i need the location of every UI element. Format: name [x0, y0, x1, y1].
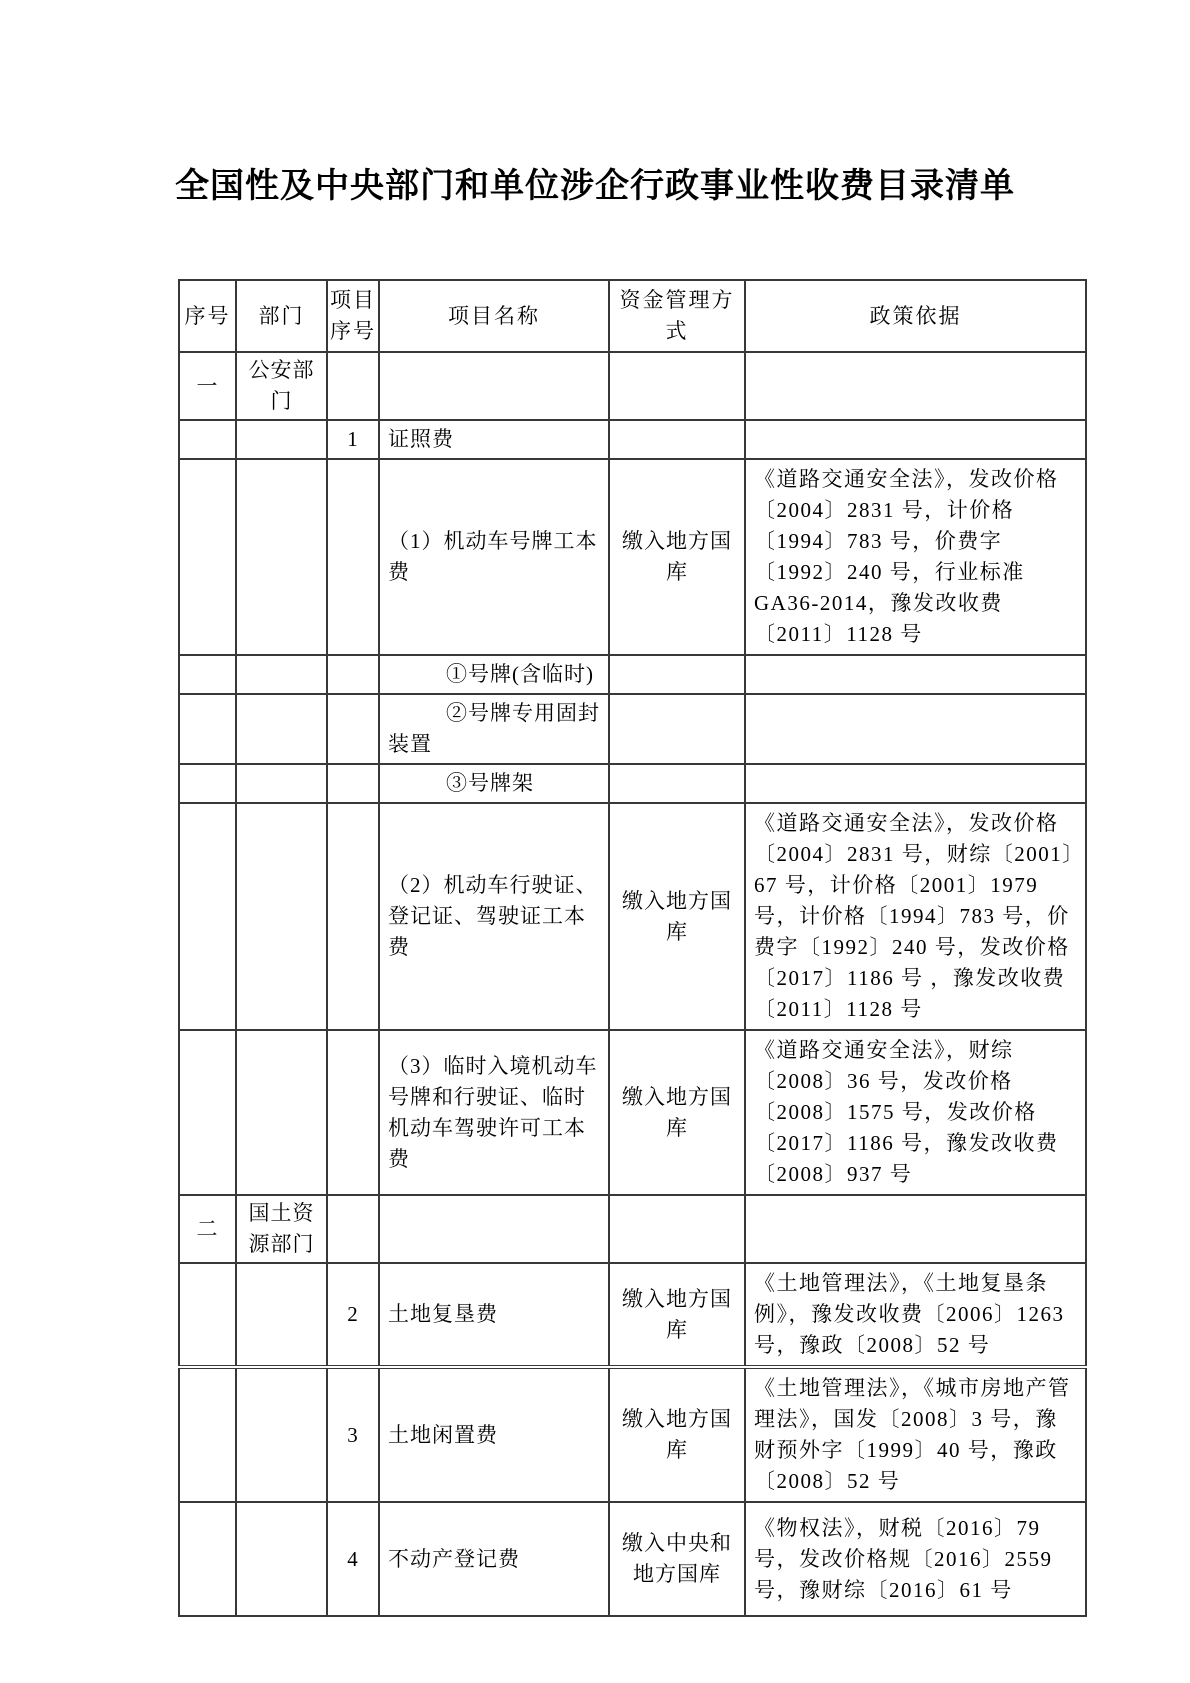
cell-item-serial	[327, 1195, 379, 1263]
table-row	[179, 459, 1086, 655]
cell-item-name: （1）机动车号牌工本费	[379, 459, 609, 655]
cell-fund-method: 缴入中央和地方国库	[609, 1502, 745, 1616]
cell-department	[236, 764, 327, 803]
cell-fund-method	[609, 694, 745, 764]
cell-department	[236, 459, 327, 655]
cell-fund-method: 缴入地方国库	[609, 1030, 745, 1195]
cell-policy-basis: 《土地管理法》，《土地复垦条例》，豫发改收费〔2006〕1263 号，豫政〔2008〕52 号	[745, 1263, 1086, 1367]
cell-serial	[179, 803, 236, 1030]
cell-item-name: ①号牌(含临时)	[379, 655, 609, 694]
cell-item-name: 不动产登记费	[379, 1502, 609, 1616]
cell-item-name: ②号牌专用固封装置	[379, 694, 609, 764]
cell-policy-basis	[745, 694, 1086, 764]
cell-serial	[179, 1502, 236, 1616]
cell-fund-method: 缴入地方国库	[609, 1263, 745, 1367]
cell-policy-basis	[745, 352, 1086, 420]
cell-department: 公安部门	[236, 352, 327, 420]
cell-item-serial	[327, 694, 379, 764]
header-row	[179, 280, 1086, 352]
cell-item-serial	[327, 352, 379, 420]
col-header-item-name: 项目名称	[379, 280, 609, 352]
cell-policy-basis: 《土地管理法》，《城市房地产管理法》，国发〔2008〕3 号，豫财预外字〔1999〕40 号，豫政〔2008〕52 号	[745, 1367, 1086, 1502]
cell-fund-method: 缴入地方国库	[609, 803, 745, 1030]
cell-serial	[179, 1263, 236, 1367]
cell-serial	[179, 764, 236, 803]
cell-item-serial	[327, 764, 379, 803]
cell-department	[236, 803, 327, 1030]
cell-department	[236, 694, 327, 764]
cell-department	[236, 420, 327, 459]
cell-fund-method	[609, 420, 745, 459]
table-row	[179, 1367, 1086, 1502]
cell-policy-basis	[745, 764, 1086, 803]
cell-policy-basis: 《道路交通安全法》，财综〔2008〕36 号，发改价格〔2008〕1575 号，发改价格〔2017〕1186 号，豫发改收费〔2008〕937 号	[745, 1030, 1086, 1195]
col-header-policy-basis: 政策依据	[745, 280, 1086, 352]
cell-item-name: （3）临时入境机动车号牌和行驶证、临时机动车驾驶许可工本费	[379, 1030, 609, 1195]
cell-fund-method: 缴入地方国库	[609, 459, 745, 655]
cell-fund-method	[609, 352, 745, 420]
cell-item-serial	[327, 1030, 379, 1195]
table-row	[179, 420, 1086, 459]
cell-fund-method	[609, 655, 745, 694]
cell-department	[236, 655, 327, 694]
cell-item-name	[379, 1195, 609, 1263]
table-row	[179, 803, 1086, 1030]
cell-serial	[179, 459, 236, 655]
table-row	[179, 764, 1086, 803]
cell-serial	[179, 1030, 236, 1195]
cell-item-serial: 2	[327, 1263, 379, 1367]
cell-serial	[179, 420, 236, 459]
cell-policy-basis	[745, 420, 1086, 459]
cell-serial	[179, 694, 236, 764]
table-row	[179, 1263, 1086, 1367]
cell-serial	[179, 1367, 236, 1502]
cell-item-name: 土地闲置费	[379, 1367, 609, 1502]
cell-policy-basis: 《道路交通安全法》，发改价格〔2004〕2831 号，财综〔2001〕67 号，计价格〔2001〕1979 号，计价格〔1994〕783 号，价费字〔1992〕240 号，发改价格〔2017〕1186 号 ，豫发改收费〔2011〕1128 号	[745, 803, 1086, 1030]
cell-serial	[179, 655, 236, 694]
cell-fund-method	[609, 1195, 745, 1263]
cell-policy-basis	[745, 655, 1086, 694]
cell-item-serial: 3	[327, 1367, 379, 1502]
table-row	[179, 1195, 1086, 1263]
cell-department: 国土资源部门	[236, 1195, 327, 1263]
cell-department	[236, 1367, 327, 1502]
cell-department	[236, 1263, 327, 1367]
col-header-item-serial: 项目序号	[327, 280, 379, 352]
cell-fund-method: 缴入地方国库	[609, 1367, 745, 1502]
cell-item-serial: 1	[327, 420, 379, 459]
fee-table	[178, 279, 1087, 1617]
cell-item-name	[379, 352, 609, 420]
cell-fund-method	[609, 764, 745, 803]
cell-policy-basis: 《物权法》，财税〔2016〕79 号，发改价格规〔2016〕2559 号，豫财综〔2016〕61 号	[745, 1502, 1086, 1616]
table-row	[179, 1030, 1086, 1195]
cell-item-serial: 4	[327, 1502, 379, 1616]
table-row	[179, 655, 1086, 694]
cell-department	[236, 1030, 327, 1195]
cell-serial: 一	[179, 352, 236, 420]
page-title: 全国性及中央部门和单位涉企行政事业性收费目录清单	[175, 167, 1015, 205]
cell-item-serial	[327, 803, 379, 1030]
table-row	[179, 694, 1086, 764]
cell-item-name: 证照费	[379, 420, 609, 459]
cell-department	[236, 1502, 327, 1616]
col-header-fund-method: 资金管理方式	[609, 280, 745, 352]
cell-policy-basis: 《道路交通安全法》，发改价格〔2004〕2831 号，计价格〔1994〕783 号，价费字〔1992〕240 号，行业标准 GA36-2014，豫发改收费〔2011〕1128 号	[745, 459, 1086, 655]
table-row	[179, 352, 1086, 420]
cell-item-serial	[327, 655, 379, 694]
cell-item-name: 土地复垦费	[379, 1263, 609, 1367]
cell-serial: 二	[179, 1195, 236, 1263]
cell-item-name: ③号牌架	[379, 764, 609, 803]
col-header-department: 部门	[236, 280, 327, 352]
col-header-serial: 序号	[179, 280, 236, 352]
table-row	[179, 1502, 1086, 1616]
cell-policy-basis	[745, 1195, 1086, 1263]
cell-item-name: （2）机动车行驶证、登记证、驾驶证工本费	[379, 803, 609, 1030]
cell-item-serial	[327, 459, 379, 655]
